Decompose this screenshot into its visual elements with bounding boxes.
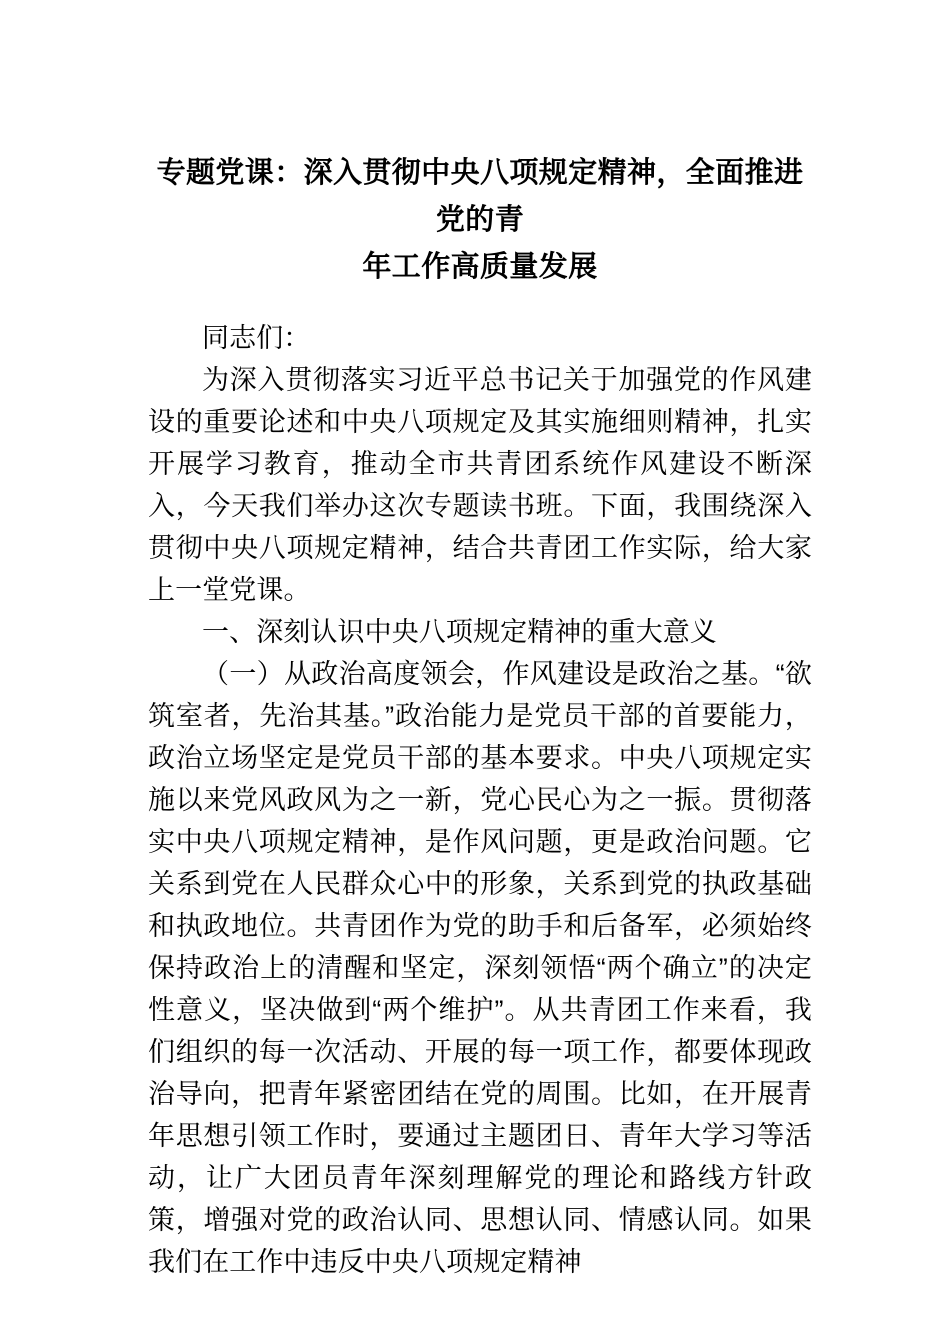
salutation-line: 同志们： [202, 323, 311, 353]
document-body [148, 317, 812, 1283]
page-title [148, 150, 812, 291]
paragraph-subsection-1-1: （一）从政治高度领会，作风建设是政治之基。“欲筑室者，先治其基。”政治能力是党员干部的首要能力，政治立场坚定是党员干部的基本要求。中央八项规定实施以来党风政风为之一新，党心民心为之一振。贯彻落实中央八项规定精神，是作风问题，更是政治问题。它关系到党在人民群众心中的形象，关系到党的执政基础和执政地位。共青团作为党的助手和后备军，必须始终保持政治上的清醒和坚定，深刻领悟“两个确立”的决定性意义，坚决做到“两个维护”。从共青团工作来看，我们组织的每一次活动、开展的每一项工作，都要体现政治导向，把青年紧密团结在党的周围。比如，在开展青年思想引领工作时，要通过主题团日、青年大学习等活动，让广大团员青年深刻理解党的理论和路线方针政策，增强对党的政治认同、思想认同、情感认同。如果我们在工作中违反中央八项规定精神 [148, 659, 812, 1277]
page-title-line-2: 年工作高质量发展 [362, 251, 598, 283]
paragraph-intro: 为深入贯彻落实习近平总书记关于加强党的作风建设的重要论述和中央八项规定及其实施细则精神，扎实开展学习教育，推动全市共青团系统作风建设不断深入，今天我们举办这次专题读书班。下面，我围绕深入贯彻中央八项规定精神，结合共青团工作实际，给大家上一堂党课。 [148, 365, 812, 605]
section-heading-1: 一、深刻认识中央八项规定精神的重大意义 [202, 617, 717, 647]
page-title-line-1: 专题党课：深入贯彻中央八项规定精神，全面推进党的青 [156, 157, 804, 236]
